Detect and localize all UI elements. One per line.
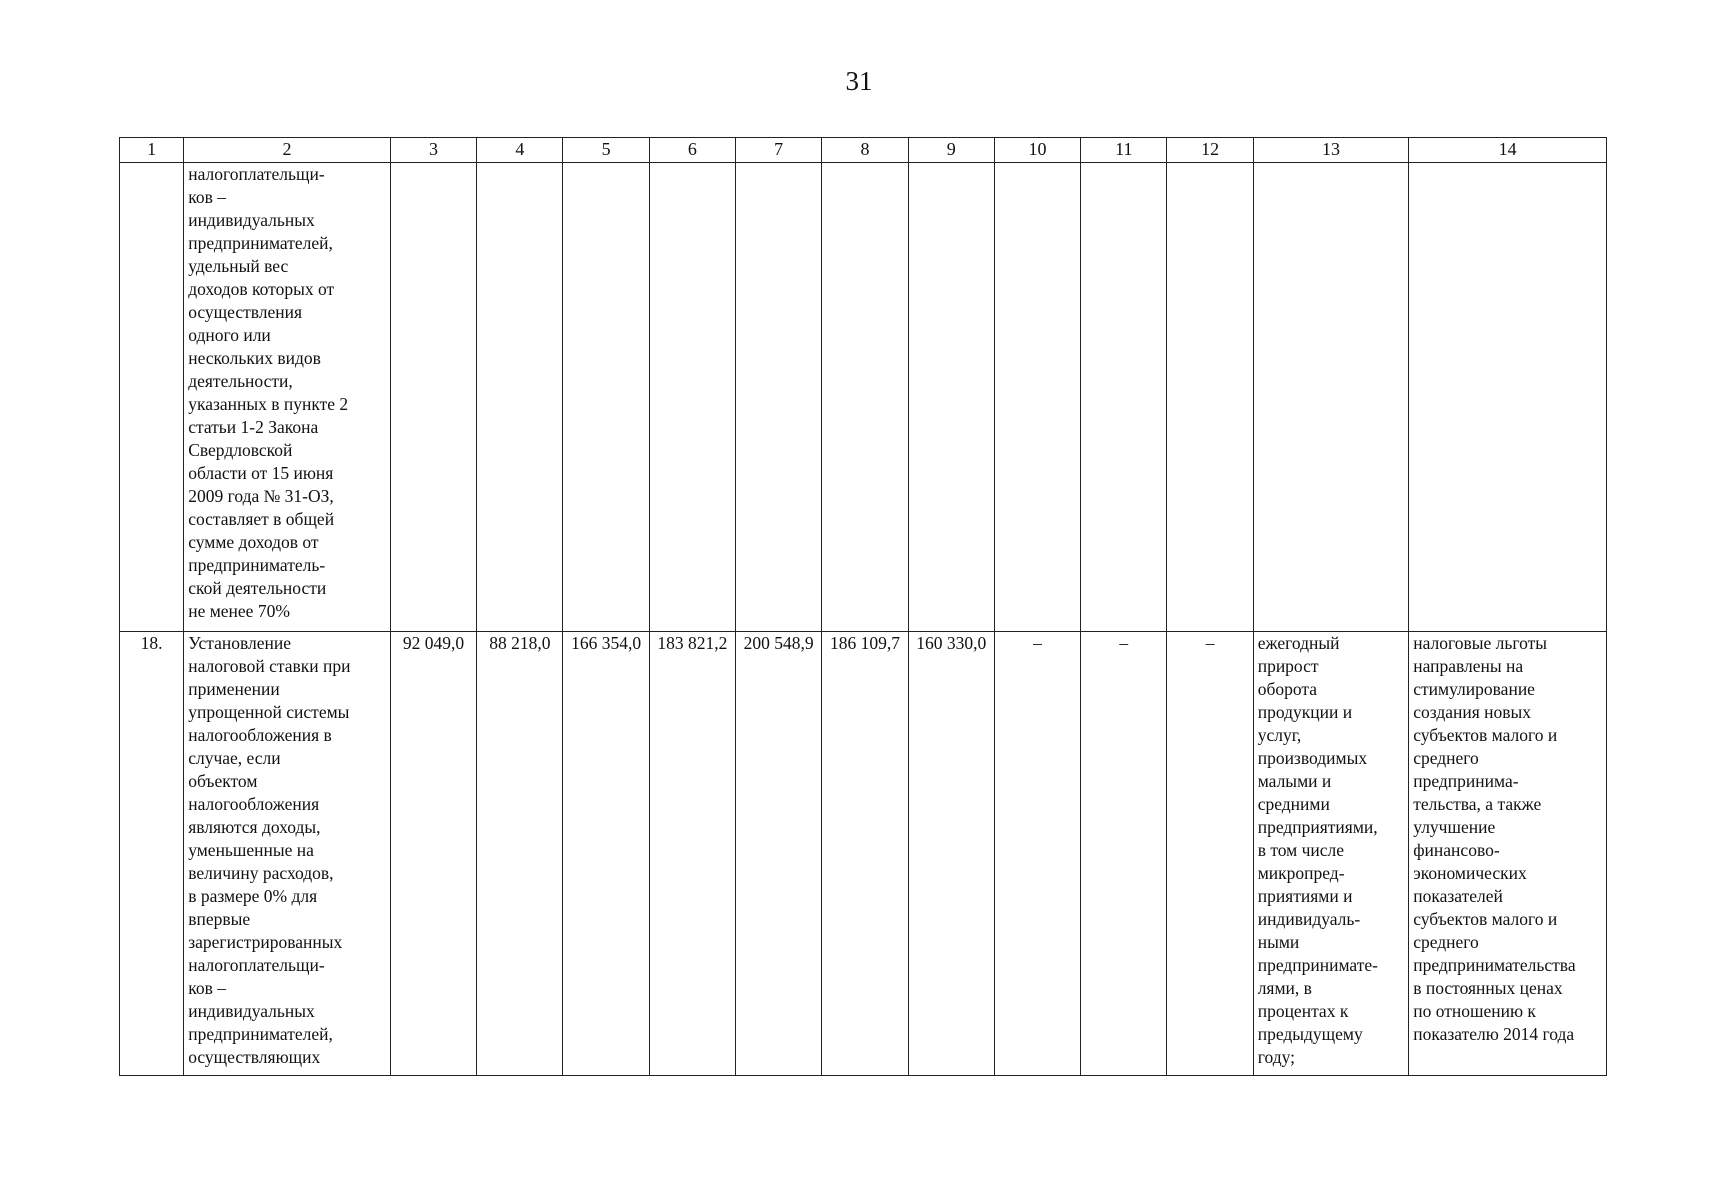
column-header: 8	[822, 138, 908, 163]
goal-cell: налоговые льготы направлены на стимулирование создания новых субъектов малого и среднего предпринима- тельства, а также улучшение финансово- экономических показателей субъектов малого и среднего предпринимательства в постоянных ценах по отношению к показателю 2014 года	[1409, 632, 1607, 1076]
column-header: 12	[1167, 138, 1253, 163]
header-row	[120, 138, 1607, 163]
value-cell: 92 049,0	[390, 632, 476, 1076]
value-cell: 160 330,0	[908, 632, 994, 1076]
row-description: Установление налоговой ставки при применении упрощенной системы налогообложения в случае, если объектом налогообложения являются доходы, уменьшенные на величину расходов, в размере 0% для впервые зарегистрированных налогоплательщи- ков – индивидуальных предпринимателей, осуществляющих	[184, 632, 391, 1076]
value-cell: 183 821,2	[649, 632, 735, 1076]
value-cell: –	[994, 632, 1080, 1076]
value-cell	[994, 163, 1080, 632]
column-header: 9	[908, 138, 994, 163]
value-cell	[390, 163, 476, 632]
value-cell	[477, 163, 563, 632]
value-cell	[908, 163, 994, 632]
column-header: 3	[390, 138, 476, 163]
column-header: 11	[1081, 138, 1167, 163]
column-header: 4	[477, 138, 563, 163]
value-cell: 88 218,0	[477, 632, 563, 1076]
value-cell	[1167, 163, 1253, 632]
value-cell	[736, 163, 822, 632]
row-index: 18.	[120, 632, 184, 1076]
page-number: 31	[845, 66, 873, 96]
value-cell: –	[1167, 632, 1253, 1076]
column-header: 10	[994, 138, 1080, 163]
data-table	[119, 137, 1607, 1076]
column-header: 5	[563, 138, 649, 163]
value-cell	[822, 163, 908, 632]
table-row	[120, 632, 1607, 1076]
column-header: 7	[736, 138, 822, 163]
value-cell	[1081, 163, 1167, 632]
column-header: 1	[120, 138, 184, 163]
value-cell: 200 548,9	[736, 632, 822, 1076]
column-header: 14	[1409, 138, 1607, 163]
value-cell: 166 354,0	[563, 632, 649, 1076]
table-row	[120, 163, 1607, 632]
goal-cell	[1409, 163, 1607, 632]
value-cell: 186 109,7	[822, 632, 908, 1076]
value-cell	[563, 163, 649, 632]
indicator-cell: ежегодный прирост оборота продукции и услуг, производимых малыми и средними предприятиями, в том числе микропред- приятиями и индивидуаль- ными предпринимате- лями, в процентах к предыдущему году;	[1253, 632, 1409, 1076]
row-index	[120, 163, 184, 632]
indicator-cell	[1253, 163, 1409, 632]
column-header: 13	[1253, 138, 1409, 163]
column-header: 6	[649, 138, 735, 163]
value-cell	[649, 163, 735, 632]
column-header: 2	[184, 138, 391, 163]
value-cell: –	[1081, 632, 1167, 1076]
row-description: налогоплательщи- ков – индивидуальных предпринимателей, удельный вес доходов которых от осуществления одного или нескольких видов деятельности, указанных в пункте 2 статьи 1-2 Закона Свердловской области от 15 июня 2009 года № 31-ОЗ, составляет в общей сумме доходов от предприниматель- ской деятельности не менее 70%	[184, 163, 391, 632]
